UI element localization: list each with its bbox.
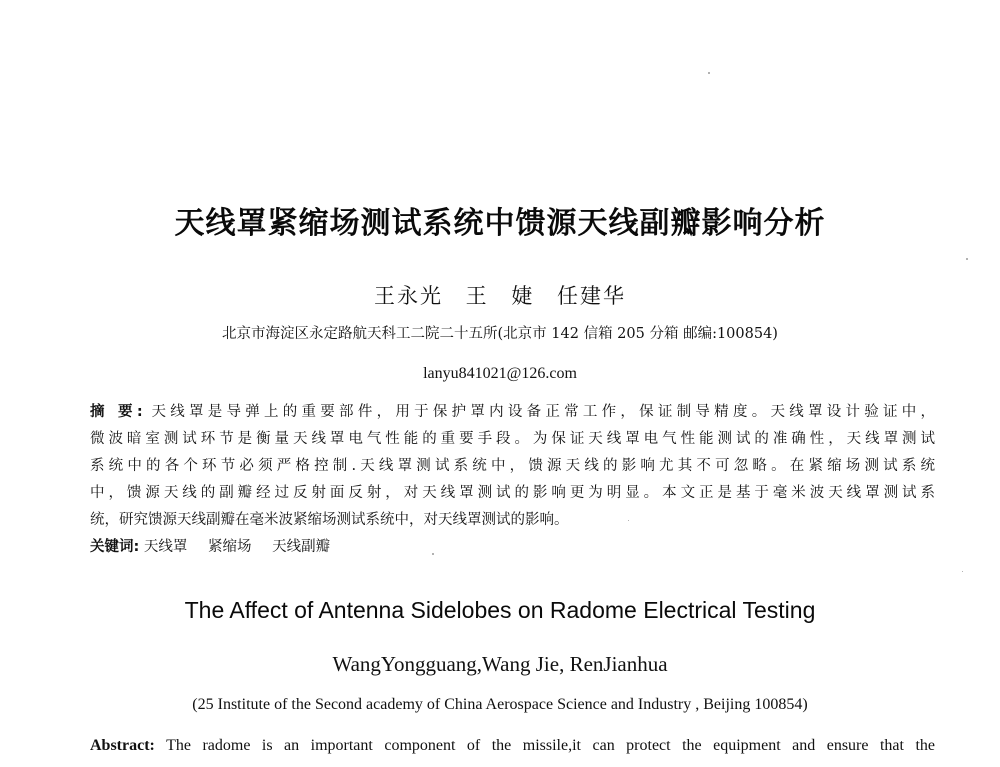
scan-speck: [708, 72, 710, 74]
keyword: 紧缩场: [208, 539, 252, 555]
english-authors: WangYongguang,Wang Jie, RenJianhua: [332, 652, 668, 676]
keywords-label: 关键词:: [90, 539, 140, 555]
scan-speck: [628, 520, 629, 521]
scan-speck: [966, 258, 968, 260]
scan-speck: [962, 571, 963, 572]
abstract-line: 中，馈源天线的副瓣经过反射面反射，对天线罩测试的影响更为明显。本文正是基于毫米波天线罩测试系: [90, 485, 935, 501]
english-abstract-text: The radome is an important component of the missile,it can protect the equipment and ensure that the: [166, 737, 935, 754]
english-abstract: [90, 737, 935, 755]
abstract-line: 统，研究馈源天线副瓣在毫米波紧缩场测试系统中，对天线罩测试的影响。: [90, 512, 569, 528]
chinese-keywords: [90, 535, 346, 556]
chinese-authors: 王永光 王 婕 任建华: [373, 284, 627, 308]
abstract-line: 系统中的各个环节必须严格控制.天线罩测试系统中，馈源天线的影响尤其不可忽略。在紧缩场测试系统: [90, 458, 935, 474]
abstract-line: [90, 399, 935, 426]
author-email: lanyu841021@126.com: [423, 365, 577, 382]
keyword: 天线副瓣: [272, 539, 331, 555]
scan-speck: [432, 553, 434, 555]
abstract-label: 摘 要:: [90, 404, 143, 420]
abstract-text: 天线罩是导弹上的重要部件，用于保护罩内设备正常工作，保证制导精度。天线罩设计验证中，: [151, 404, 936, 420]
english-abstract-label: Abstract:: [90, 737, 155, 754]
chinese-title: 天线罩紧缩场测试系统中馈源天线副瓣影响分析: [174, 206, 826, 241]
chinese-abstract: [90, 399, 935, 534]
chinese-affiliation: 北京市海淀区永定路航天科工二院二十五所(北京市 142 信箱 205 分箱 邮编:100854): [222, 326, 778, 342]
abstract-line: 微波暗室测试环节是衡量天线罩电气性能的重要手段。为保证天线罩电气性能测试的准确性，天线罩测试: [90, 431, 935, 447]
english-affiliation: (25 Institute of the Second academy of China Aerospace Science and Industry , Beijing 100854): [192, 696, 808, 713]
english-title: The Affect of Antenna Sidelobes on Radome Electrical Testing: [184, 597, 816, 623]
keyword: 天线罩: [143, 539, 188, 555]
